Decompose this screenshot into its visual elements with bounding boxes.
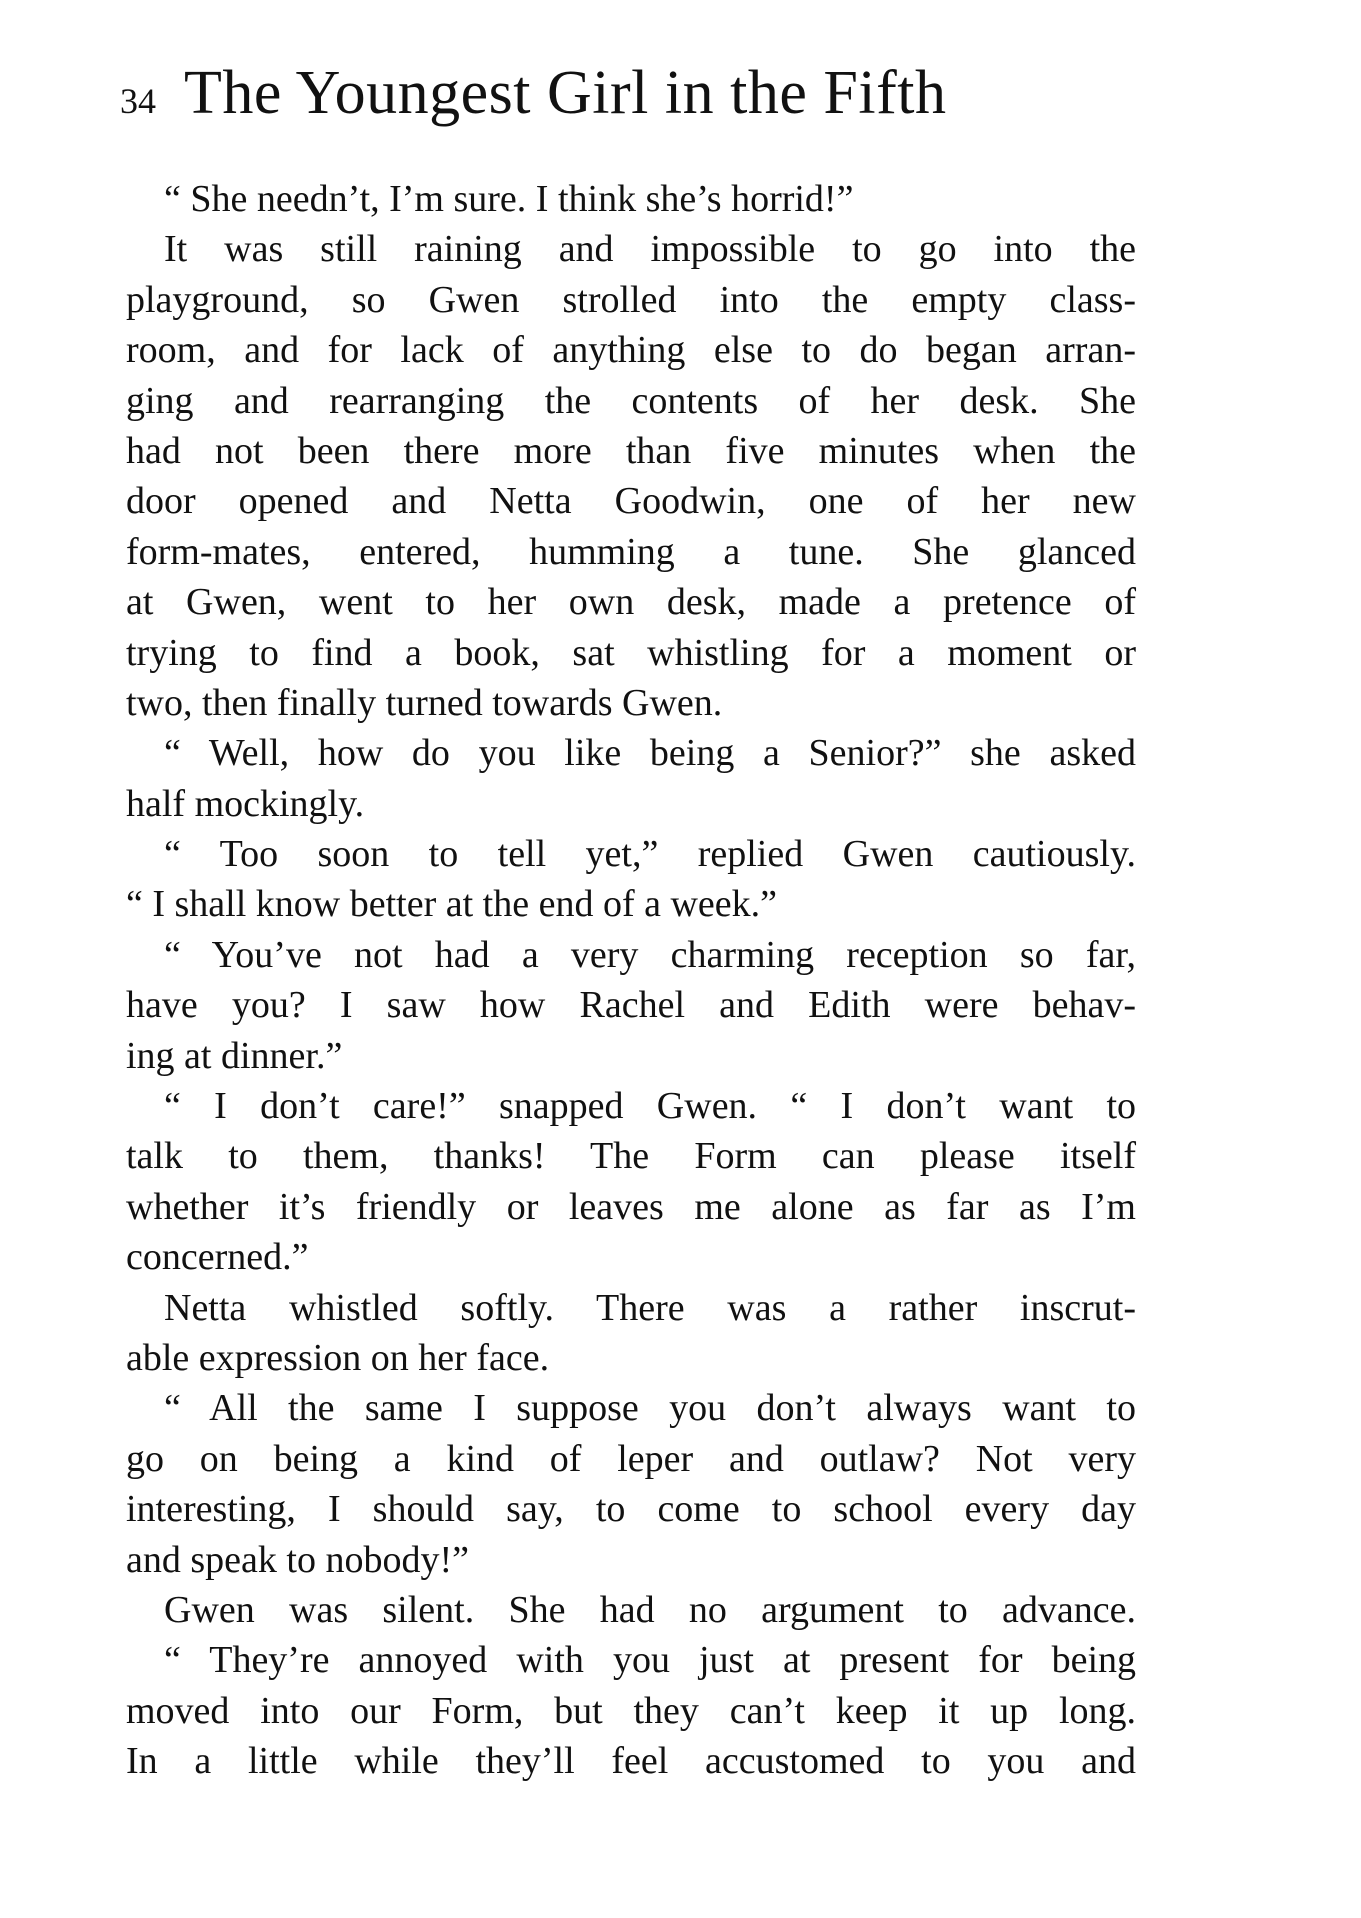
text-line: half mockingly. [126, 782, 365, 825]
text-line: playground, so Gwen strolled into the empty class- [126, 278, 1136, 321]
text-line: room, and for lack of anything else to do began arran- [126, 329, 1136, 372]
text-line: Gwen was silent. She had no argument to advance. [164, 1588, 1136, 1631]
text-line: “ I don’t care!” snapped Gwen. “ I don’t want to [164, 1085, 1136, 1128]
text-line: concerned.” [126, 1236, 309, 1279]
text-line: two, then finally turned towards Gwen. [126, 681, 723, 724]
text-line: door opened and Netta Goodwin, one of her new [126, 480, 1136, 523]
text-line: interesting, I should say, to come to school every day [126, 1488, 1136, 1531]
text-line: “ All the same I suppose you don’t always want to [164, 1387, 1136, 1430]
running-head [120, 58, 1140, 148]
text-line: moved into our Form, but they can’t keep it up long. [126, 1689, 1136, 1732]
text-line: whether it’s friendly or leaves me alone as far as I’m [126, 1185, 1136, 1228]
text-line: “ I shall know better at the end of a week.” [126, 883, 778, 926]
text-line: and speak to nobody!” [126, 1538, 469, 1581]
text-line: It was still raining and impossible to go into the [164, 228, 1136, 271]
text-line: had not been there more than five minutes when the [126, 429, 1136, 472]
text-line: have you? I saw how Rachel and Edith were behav- [126, 984, 1136, 1027]
text-line: at Gwen, went to her own desk, made a pretence of [126, 581, 1136, 624]
text-line: “ You’ve not had a very charming reception so far, [164, 933, 1136, 976]
text-line: In a little while they’ll feel accustomed to you and [126, 1740, 1136, 1783]
text-line: talk to them, thanks! The Form can please itself [126, 1135, 1136, 1178]
text-line: Netta whistled softly. There was a rather inscrut- [164, 1286, 1136, 1329]
text-line: “ They’re annoyed with you just at present for being [164, 1639, 1136, 1682]
text-line: “ She needn’t, I’m sure. I think she’s horrid!” [164, 178, 854, 220]
text-line: form-mates, entered, humming a tune. She glanced [126, 530, 1136, 573]
text-line: ging and rearranging the contents of her desk. She [126, 379, 1136, 422]
text-line: go on being a kind of leper and outlaw? Not very [126, 1437, 1136, 1480]
text-line: “ Too soon to tell yet,” replied Gwen cautiously. [164, 833, 1136, 876]
text-line: “ Well, how do you like being a Senior?” she asked [164, 732, 1136, 775]
body-text [126, 174, 1136, 1787]
page-number: 34 [120, 81, 156, 121]
text-line: trying to find a book, sat whistling for a moment or [126, 631, 1136, 674]
book-title: The Youngest Girl in the Fifth [184, 59, 947, 127]
text-line: ing at dinner.” [126, 1034, 343, 1077]
text-line: able expression on her face. [126, 1336, 550, 1379]
